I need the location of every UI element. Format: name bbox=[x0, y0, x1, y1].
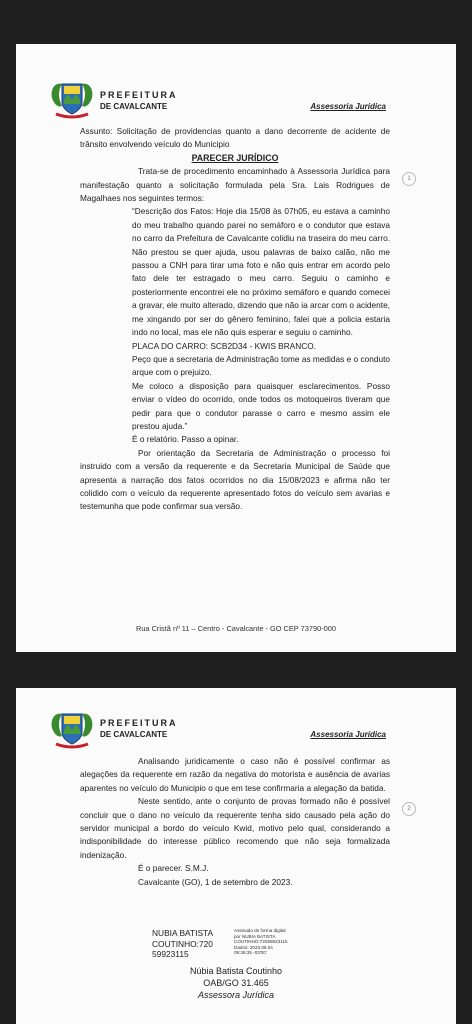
page-footer-address: Rua Cristã nº 11 – Centro - Cavalcante - GO CEP 73790-000 bbox=[135, 624, 337, 633]
header-prefeitura: PREFEITURA bbox=[100, 90, 178, 100]
signature-detail: COUTINHO:72059923115 bbox=[234, 939, 288, 945]
document-page-1 bbox=[16, 44, 456, 652]
signature-name-line: COUTINHO:720 bbox=[152, 938, 213, 949]
quoted-text: “Descrição dos Fatos: Hoje dia 15/08 às 07h05, eu estava a caminho do meu trabalho quando parei no semáforo e o condutor que estava no carro da Prefeitura de Cavalcante colidiu na traseira do meu carro. Não prestou se quer ajuda, usou palavras de baixo calão, não me passou a CNH para tirar uma foto e não quis entrar em acordo pelo fato dele ter estragado o meu carro. Seguiu o caminho e posteriormente encontrei ele no próximo semáforo e quando comecei a gravar, ele muito alterado, dizendo que não ia arcar com o acidente, me xingando por ser do gênero feminino, falei que a policia estaria indo no local, mas ele não quis esperar e seguiu o caminho. bbox=[132, 206, 390, 338]
municipal-crest-icon bbox=[48, 78, 96, 120]
signer-name: Núbia Batista Coutinho bbox=[189, 966, 283, 976]
signature-detail: Assinado de forma digital bbox=[234, 928, 286, 933]
quoted-text: Peço que a secretaria de Administração tome as medidas e o conduto arque com o prejuizo. bbox=[132, 353, 390, 378]
paragraph: Cavalcante (GO), 1 de setembro de 2023. bbox=[138, 876, 293, 887]
page-number-badge: 1 bbox=[402, 172, 416, 186]
header-city: DE CAVALCANTE bbox=[100, 102, 168, 111]
document-title: PARECER JURÍDICO bbox=[191, 152, 279, 163]
header-department: Assessoria Jurídica bbox=[310, 730, 386, 739]
header-city: DE CAVALCANTE bbox=[100, 730, 168, 739]
subject-line: Assunto: Solicitação de providencias quanto a dano decorrente de acidente de trânsito envolvendo veículo do Municipio bbox=[80, 126, 390, 150]
paragraph: Por orientação da Secretaria de Administração o processo foi instruido com a versão da requerente e da Secretaria Municipal de Saúde que apresenta a narração dos fatos ocorridos no dia 15/08/2023 e afirma não ter colidido com o veículo da requerente apresentado fotos do veículo sem avarias e testemunha que pode confirmar sua versão. bbox=[80, 447, 390, 512]
signature-name-line: 59923115 bbox=[152, 949, 189, 959]
digital-signature-stamp bbox=[152, 928, 288, 960]
quoted-text: É o relatório. Passo a opinar. bbox=[132, 434, 239, 445]
signer-oab: OAB/GO 31.465 bbox=[203, 978, 269, 988]
signer-role: Assessora Jurídica bbox=[197, 990, 275, 1000]
paragraph: É o parecer. S.M.J. bbox=[138, 863, 209, 874]
quoted-text: Me coloco a disposição para quaisquer esclarecimentos. Posso enviar o vídeo do ocorrido, onde todos os motoqueiros tiveram que pedir para que o condutor parasse o carro e mesmo assim ele prestou ajuda.” bbox=[132, 380, 390, 431]
header-department: Assessoria Jurídica bbox=[310, 102, 386, 111]
paragraph: Neste sentido, ante o conjunto de provas formado não é possível concluir que o dano no veículo da requerente tenha sido causado pela ação do servidor municipal a bordo do veículo Kwid, motivo pelo qual, considerando a indisponibilidade do interesse público recomendo que não seja formalizada indenização. bbox=[80, 796, 390, 860]
signature-block bbox=[16, 965, 456, 1001]
paragraph: Analisando juridicamente o caso não é possível confirmar as alegações da requerente em razão da negativa do motorista e ausência de avarias aparentes no veículo do Municipio o que em tese confirmaria a alegação da batida. bbox=[80, 756, 390, 793]
paragraph: Trata-se de procedimento encaminhado à Assessoria Jurídica para manifestação quanto a solicitação formulada pela Sra. Lais Rodrigues de Magalhaes nos seguintes termos: bbox=[80, 166, 390, 204]
signature-name-line: NUBIA BATISTA bbox=[152, 928, 214, 938]
document-page-2 bbox=[16, 688, 456, 1024]
municipal-crest-icon bbox=[48, 708, 96, 750]
page2-body bbox=[80, 755, 390, 889]
signature-detail: 09:36:35 -03'00' bbox=[234, 950, 267, 956]
quoted-text: PLACA DO CARRO: SCB2D34 - KWIS BRANCO. bbox=[132, 340, 316, 351]
page1-body bbox=[80, 125, 390, 514]
signature-detail: por NUBIA BATISTA bbox=[234, 933, 276, 939]
page-number-badge: 2 bbox=[402, 802, 416, 816]
signature-detail: Dados: 2023.09.04 bbox=[234, 944, 273, 950]
header-prefeitura: PREFEITURA bbox=[100, 718, 178, 728]
